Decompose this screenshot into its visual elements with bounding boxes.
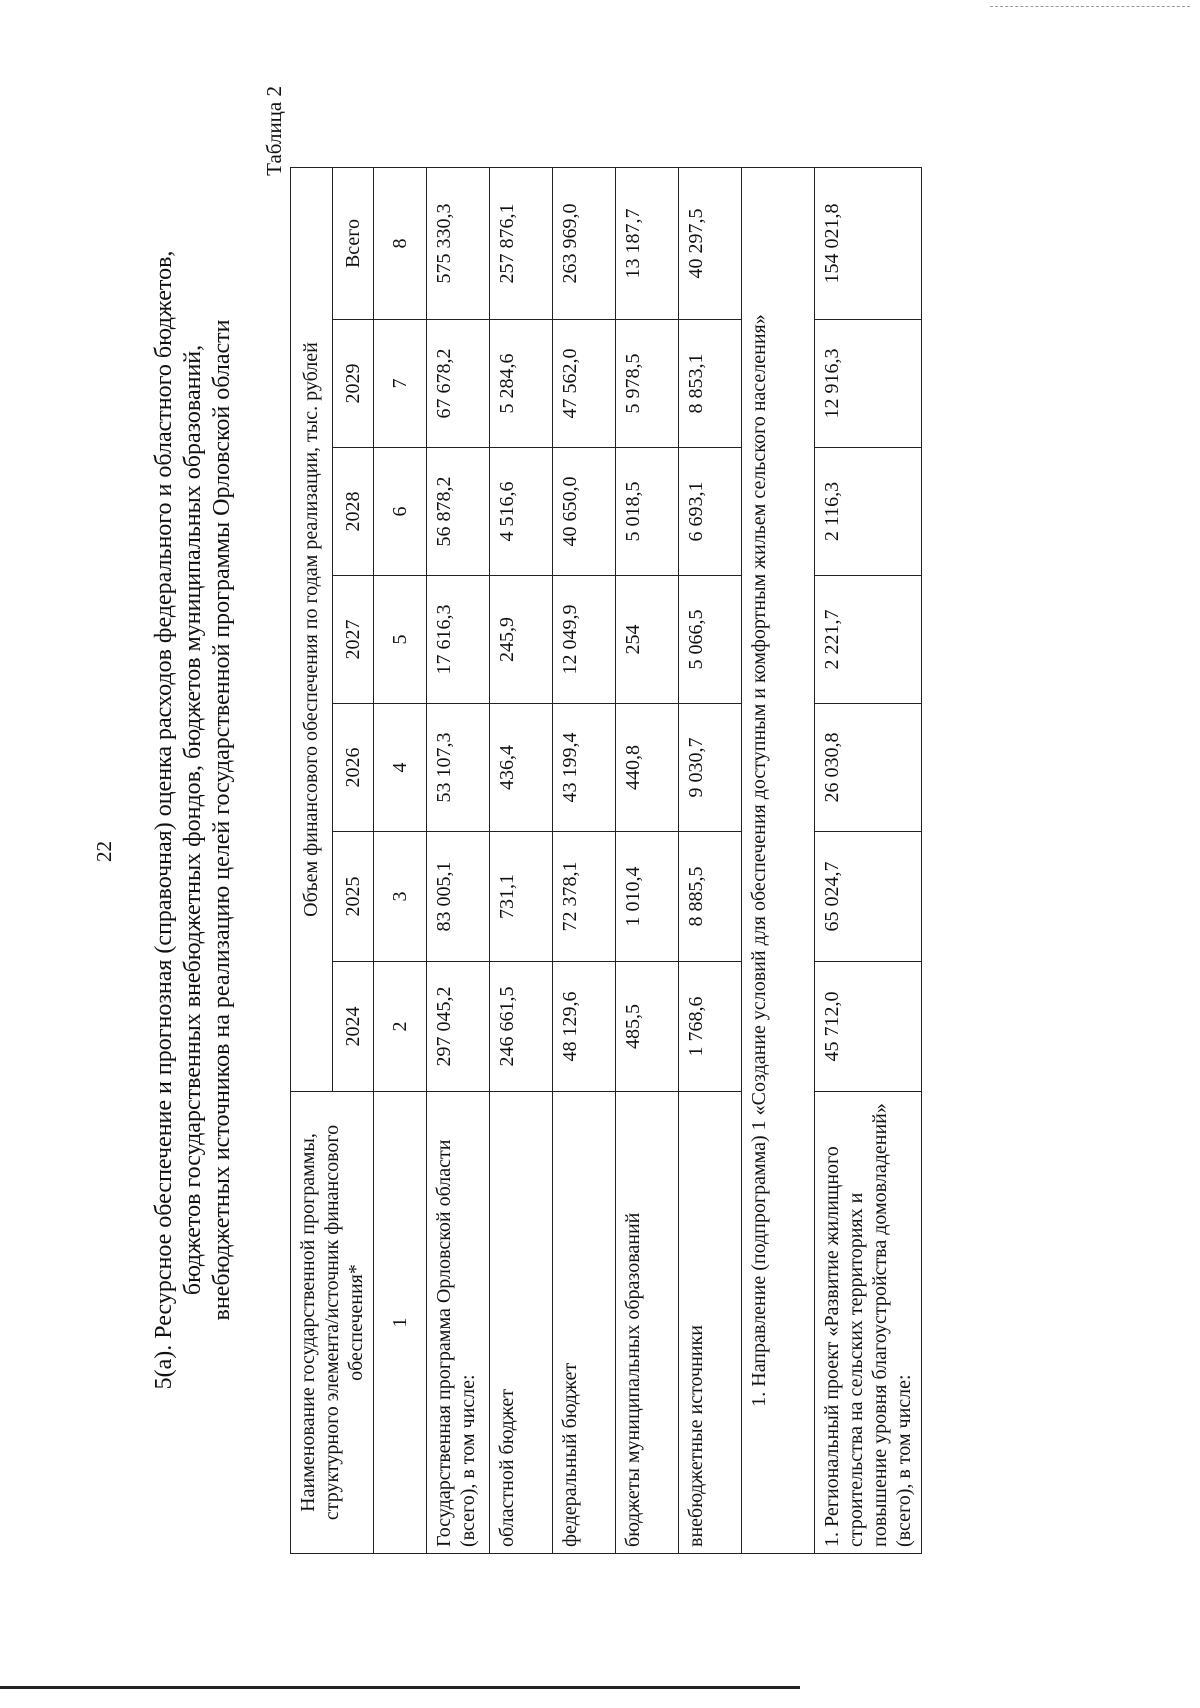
value-cell: 45 712,0 [815, 962, 922, 1092]
value-cell: 436,4 [490, 704, 553, 832]
scan-edge-rule [0, 1686, 800, 1689]
value-cell: 83 005,1 [427, 832, 490, 962]
value-cell: 48 129,6 [553, 962, 616, 1092]
year-2025: 2025 [332, 832, 374, 962]
column-index-row [374, 168, 427, 1554]
value-cell: 40 297,5 [679, 168, 742, 320]
row-label: Государственная программа Орловской области (всего), в том числе: [427, 1092, 490, 1554]
table-row-section-heading [742, 168, 815, 1554]
value-cell: 254 [616, 576, 679, 704]
table-caption: Таблица 2 [262, 86, 286, 176]
header-volume-cell: Объем финансового обеспечения по годам реализации, тыс. рублей [291, 168, 333, 1092]
value-cell: 53 107,3 [427, 704, 490, 832]
header-row [291, 168, 333, 1554]
table-row-program-total [427, 168, 490, 1554]
value-cell: 6 693,1 [679, 448, 742, 576]
value-cell: 5 066,5 [679, 576, 742, 704]
value-cell: 263 969,0 [553, 168, 616, 320]
value-cell: 4 516,6 [490, 448, 553, 576]
value-cell: 245,9 [490, 576, 553, 704]
row-label: областной бюджет [490, 1092, 553, 1554]
index-cell: 1 [374, 1092, 427, 1554]
value-cell: 13 187,7 [616, 168, 679, 320]
value-cell: 2 116,3 [815, 448, 922, 576]
page-number: 22 [92, 841, 116, 862]
index-cell: 6 [374, 448, 427, 576]
value-cell: 5 978,5 [616, 320, 679, 448]
scan-dashed-rule [990, 6, 1190, 7]
row-label: внебюджетные источники [679, 1092, 742, 1554]
year-2026: 2026 [332, 704, 374, 832]
value-cell: 8 885,5 [679, 832, 742, 962]
row-label: федеральный бюджет [553, 1092, 616, 1554]
value-cell: 67 678,2 [427, 320, 490, 448]
row-label: 1. Региональный проект «Развитие жилищного строительства на сельских территориях и повышение уровня благоустройства домовладений» (всего), в том числе: [815, 1092, 922, 1554]
value-cell: 47 562,0 [553, 320, 616, 448]
table-row-municipal-budgets [616, 168, 679, 1554]
value-cell: 43 199,4 [553, 704, 616, 832]
value-cell: 72 378,1 [553, 832, 616, 962]
value-cell: 9 030,7 [679, 704, 742, 832]
value-cell: 8 853,1 [679, 320, 742, 448]
section-heading [150, 60, 237, 1580]
value-cell: 257 876,1 [490, 168, 553, 320]
table-row-federal-budget [553, 168, 616, 1554]
heading-line-3: внебюджетных источников на реализацию целей государственной программы Орловской области [209, 319, 235, 1321]
year-2028: 2028 [332, 448, 374, 576]
value-cell: 56 878,2 [427, 448, 490, 576]
index-cell: 2 [374, 962, 427, 1092]
row-label: бюджеты муниципальных образований [616, 1092, 679, 1554]
value-cell: 5 284,6 [490, 320, 553, 448]
year-2024: 2024 [332, 962, 374, 1092]
value-cell: 26 030,8 [815, 704, 922, 832]
table-row-regional-budget [490, 168, 553, 1554]
value-cell: 297 045,2 [427, 962, 490, 1092]
value-cell: 2 221,7 [815, 576, 922, 704]
table-row-regional-project [815, 168, 922, 1554]
value-cell: 246 661,5 [490, 962, 553, 1092]
value-cell: 17 616,3 [427, 576, 490, 704]
index-cell: 5 [374, 576, 427, 704]
rotated-page-content [150, 60, 1200, 1580]
value-cell: 154 021,8 [815, 168, 922, 320]
value-cell: 1 768,6 [679, 962, 742, 1092]
finance-table [290, 167, 922, 1554]
value-cell: 12 049,9 [553, 576, 616, 704]
heading-line-2: бюджетов государственных внебюджетных фондов, бюджетов муниципальных образований, [180, 344, 206, 1296]
heading-line-1: 5(а). Ресурсное обеспечение и прогнозная (справочная) оценка расходов федерального и областного бюджетов, [151, 250, 177, 1390]
value-cell: 1 010,4 [616, 832, 679, 962]
index-cell: 8 [374, 168, 427, 320]
year-total: Всего [332, 168, 374, 320]
table-row-extrabudgetary [679, 168, 742, 1554]
value-cell: 485,5 [616, 962, 679, 1092]
value-cell: 65 024,7 [815, 832, 922, 962]
index-cell: 7 [374, 320, 427, 448]
header-name-cell: Наименование государственной программы, структурного элемента/источник финансового обеспечения* [291, 1092, 374, 1554]
year-2029: 2029 [332, 320, 374, 448]
section-title: 1. Направление (подпрограмма) 1 «Создание условий для обеспечения доступным и комфортным жильем сельского населения» [742, 168, 815, 1554]
value-cell: 12 916,3 [815, 320, 922, 448]
index-cell: 4 [374, 704, 427, 832]
value-cell: 5 018,5 [616, 448, 679, 576]
value-cell: 731,1 [490, 832, 553, 962]
value-cell: 575 330,3 [427, 168, 490, 320]
year-2027: 2027 [332, 576, 374, 704]
value-cell: 40 650,0 [553, 448, 616, 576]
value-cell: 440,8 [616, 704, 679, 832]
index-cell: 3 [374, 832, 427, 962]
